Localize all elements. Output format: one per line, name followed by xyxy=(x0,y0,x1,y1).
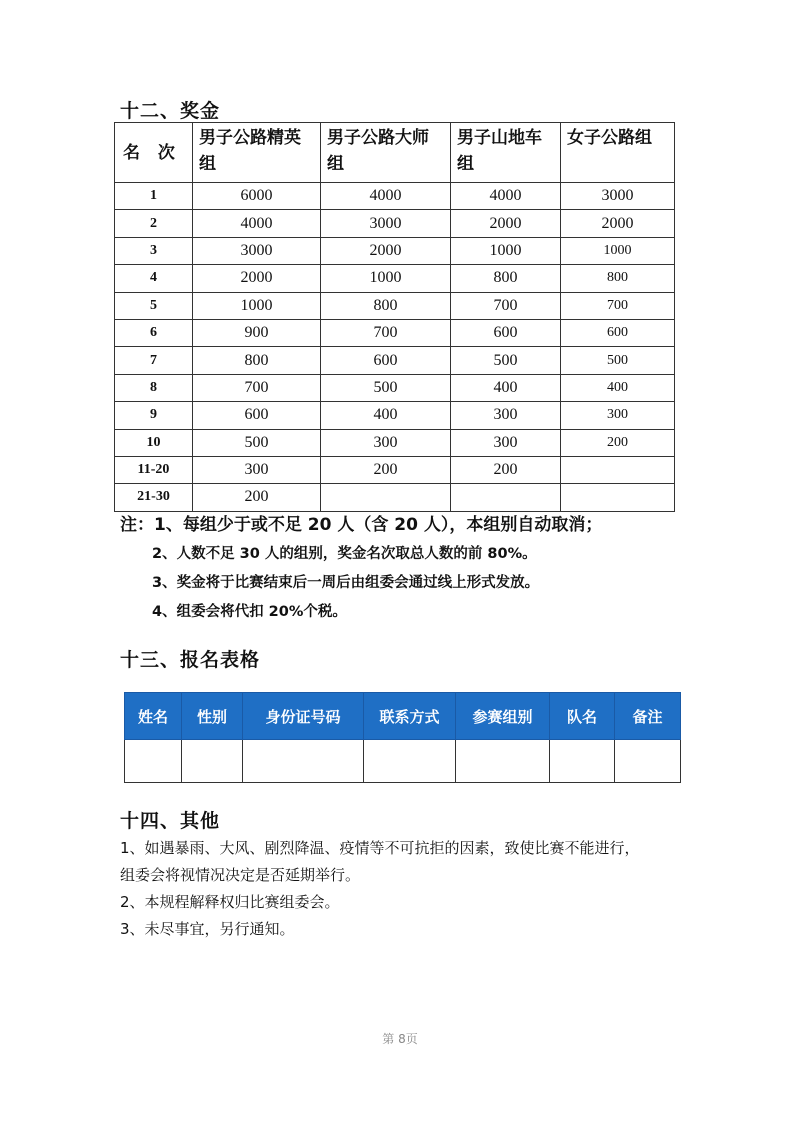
reg-cell xyxy=(456,740,550,783)
prize-cell: 300 xyxy=(561,402,675,429)
prize-cell: 400 xyxy=(321,402,451,429)
prize-table-row xyxy=(115,292,675,319)
page-number: 第 8页 xyxy=(382,1032,418,1046)
reg-cell xyxy=(364,740,456,783)
prize-cell xyxy=(561,456,675,483)
prize-cell: 700 xyxy=(193,374,321,401)
prize-cell: 300 xyxy=(451,402,561,429)
prize-cell: 400 xyxy=(561,374,675,401)
prize-cell: 600 xyxy=(193,402,321,429)
prize-cell: 400 xyxy=(451,374,561,401)
prize-cell: 1000 xyxy=(561,237,675,264)
prize-table-row xyxy=(115,265,675,292)
prize-table-row xyxy=(115,237,675,264)
prize-table-row xyxy=(115,402,675,429)
prize-cell xyxy=(561,484,675,511)
note-item: 2、人数不足 30 人的组别，奖金名次取总人数的前 80%。 xyxy=(152,546,537,562)
registration-empty-row xyxy=(125,740,681,783)
reg-header-remarks: 备注 xyxy=(615,693,681,740)
rank-cell: 3 xyxy=(115,237,193,264)
header-women-road: 女子公路组 xyxy=(561,123,675,183)
prize-cell: 6000 xyxy=(193,183,321,210)
prize-table-row xyxy=(115,210,675,237)
reg-header-gender: 性别 xyxy=(182,693,243,740)
header-men-road-elite: 男子公路精英组 xyxy=(193,123,321,183)
header-men-road-master: 男子公路大师组 xyxy=(321,123,451,183)
prize-cell: 700 xyxy=(321,319,451,346)
prize-cell: 1000 xyxy=(451,237,561,264)
rank-cell: 7 xyxy=(115,347,193,374)
prize-cell: 600 xyxy=(561,319,675,346)
prize-cell: 500 xyxy=(321,374,451,401)
rank-cell: 2 xyxy=(115,210,193,237)
reg-cell xyxy=(125,740,182,783)
prize-cell: 1000 xyxy=(321,265,451,292)
prize-notes xyxy=(120,511,720,627)
prize-cell: 500 xyxy=(451,347,561,374)
rank-cell: 9 xyxy=(115,402,193,429)
prize-cell: 600 xyxy=(451,319,561,346)
rank-cell: 21-30 xyxy=(115,484,193,511)
prize-cell: 2000 xyxy=(451,210,561,237)
prize-cell: 300 xyxy=(193,456,321,483)
other-line: 2、本规程解释权归比赛组委会。 xyxy=(120,893,340,911)
prize-table-row xyxy=(115,429,675,456)
prize-cell: 700 xyxy=(451,292,561,319)
prize-section-title: 十二、奖金 xyxy=(120,100,221,122)
prize-table-header-row xyxy=(115,123,675,183)
reg-header-name: 姓名 xyxy=(125,693,182,740)
rank-cell: 11-20 xyxy=(115,456,193,483)
prize-table-row xyxy=(115,183,675,210)
reg-cell xyxy=(182,740,243,783)
note-item: 4、组委会将代扣 20%个税。 xyxy=(152,604,347,620)
prize-cell: 300 xyxy=(451,429,561,456)
prize-cell: 2000 xyxy=(561,210,675,237)
rank-cell: 6 xyxy=(115,319,193,346)
prize-table-row xyxy=(115,456,675,483)
prize-cell: 3000 xyxy=(321,210,451,237)
prize-cell: 700 xyxy=(561,292,675,319)
prize-cell: 3000 xyxy=(561,183,675,210)
prize-cell: 2000 xyxy=(321,237,451,264)
reg-header-team: 队名 xyxy=(550,693,615,740)
other-line: 1、如遇暴雨、大风、剧烈降温、疫情等不可抗拒的因素，致使比赛不能进行， xyxy=(120,839,640,857)
note-item: 3、奖金将于比赛结束后一周后由组委会通过线上形式发放。 xyxy=(152,575,540,591)
prize-cell: 600 xyxy=(321,347,451,374)
prize-cell: 3000 xyxy=(193,237,321,264)
prize-table-row xyxy=(115,347,675,374)
other-content xyxy=(120,835,700,943)
registration-table xyxy=(124,692,681,783)
prize-table-row xyxy=(115,374,675,401)
header-men-mtb: 男子山地车组 xyxy=(451,123,561,183)
other-line: 3、未尽事宜，另行通知。 xyxy=(120,920,295,938)
prize-cell xyxy=(451,484,561,511)
header-rank: 名 次 xyxy=(115,123,193,183)
prize-cell: 200 xyxy=(451,456,561,483)
prize-cell: 900 xyxy=(193,319,321,346)
prize-cell: 4000 xyxy=(451,183,561,210)
prize-cell: 4000 xyxy=(321,183,451,210)
reg-cell xyxy=(615,740,681,783)
registration-section-title: 十三、报名表格 xyxy=(120,649,261,671)
rank-cell: 4 xyxy=(115,265,193,292)
prize-cell xyxy=(321,484,451,511)
prize-table-row xyxy=(115,319,675,346)
prize-cell: 1000 xyxy=(193,292,321,319)
prize-table xyxy=(114,122,675,512)
prize-cell: 800 xyxy=(321,292,451,319)
note-item: 注：1、每组少于或不足 20 人（含 20 人），本组别自动取消； xyxy=(120,515,603,535)
rank-cell: 1 xyxy=(115,183,193,210)
prize-cell: 4000 xyxy=(193,210,321,237)
prize-cell: 800 xyxy=(451,265,561,292)
other-line: 组委会将视情况决定是否延期举行。 xyxy=(120,866,361,884)
other-section-title: 十四、其他 xyxy=(120,810,221,832)
prize-cell: 200 xyxy=(321,456,451,483)
reg-cell xyxy=(550,740,615,783)
prize-cell: 800 xyxy=(193,347,321,374)
reg-header-contact: 联系方式 xyxy=(364,693,456,740)
rank-cell: 10 xyxy=(115,429,193,456)
prize-cell: 500 xyxy=(193,429,321,456)
prize-cell: 500 xyxy=(561,347,675,374)
rank-cell: 8 xyxy=(115,374,193,401)
prize-table-row xyxy=(115,484,675,511)
prize-cell: 200 xyxy=(561,429,675,456)
rank-cell: 5 xyxy=(115,292,193,319)
prize-cell: 800 xyxy=(561,265,675,292)
prize-cell: 300 xyxy=(321,429,451,456)
registration-header-row xyxy=(125,693,681,740)
prize-cell: 200 xyxy=(193,484,321,511)
reg-header-category: 参赛组别 xyxy=(456,693,550,740)
prize-cell: 2000 xyxy=(193,265,321,292)
reg-cell xyxy=(243,740,364,783)
reg-header-id-number: 身份证号码 xyxy=(243,693,364,740)
